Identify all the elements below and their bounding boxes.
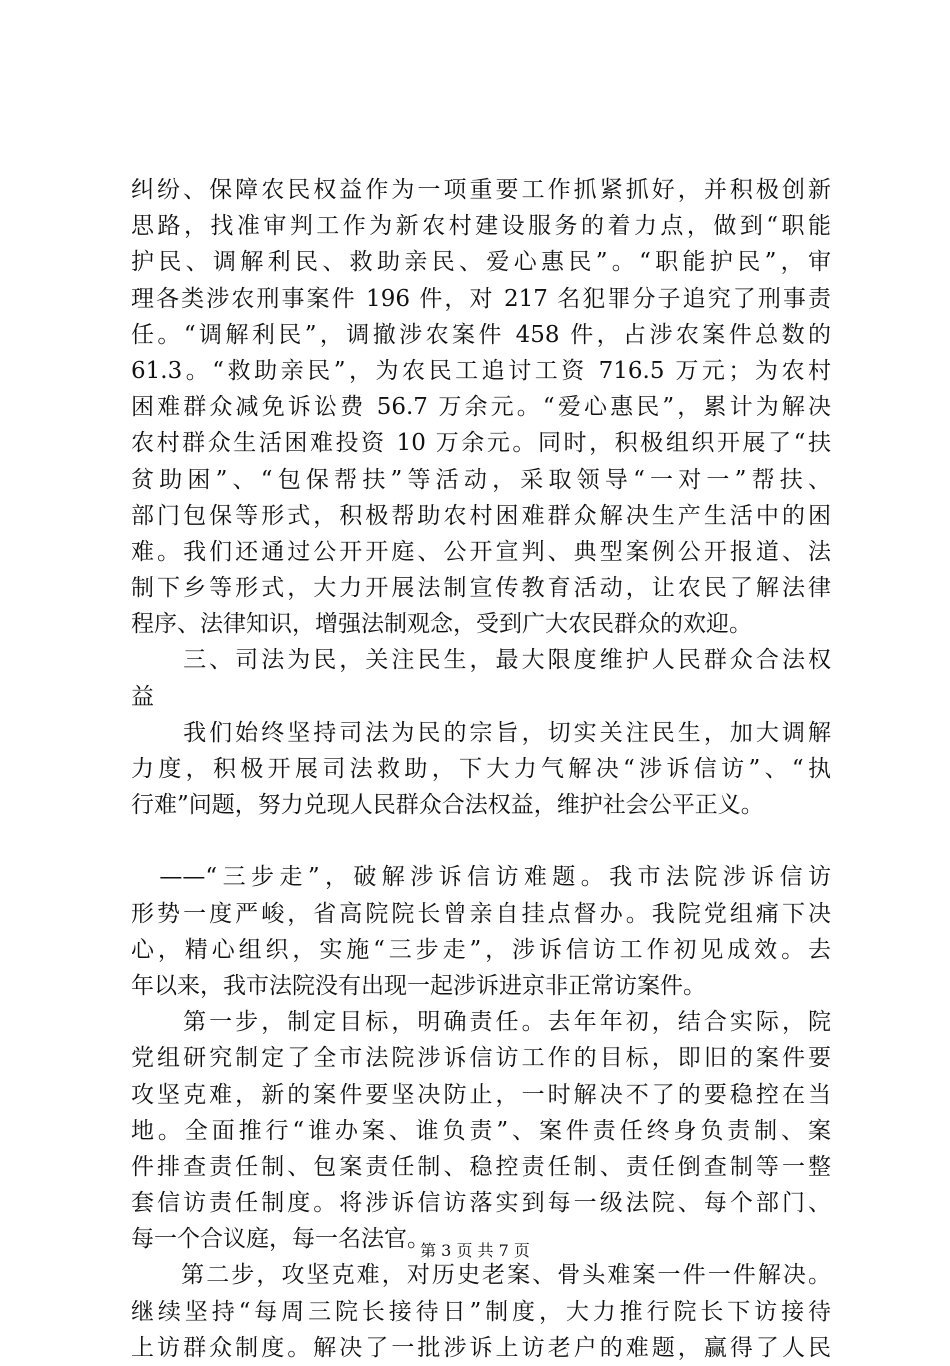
text-line: 年以来，我市法院没有出现一起涉诉进京非正常访案件。 bbox=[131, 972, 706, 999]
text-line: 贫助困”、“包保帮扶”等活动，采取领导“一对一”帮扶、 bbox=[131, 466, 831, 493]
text-line: 形势一度严峻，省高院院长曾亲自挂点督办。我院党组痛下决 bbox=[131, 900, 831, 927]
text-line: ——“三步走”，破解涉诉信访难题。我市法院涉诉信访 bbox=[131, 864, 831, 891]
text-line: 纠纷、保障农民权益作为一项重要工作抓紧抓好，并积极创新 bbox=[131, 177, 831, 203]
text-line: 61.3。“救助亲民”，为农民工追讨工资 716.5 万元；为农村 bbox=[131, 357, 831, 384]
text-line: 套信访责任制度。将涉诉信访落实到每一级法院、每个部门、 bbox=[131, 1190, 831, 1217]
text-line: 制下乡等形式，大力开展法制宣传教育活动，让农民了解法律 bbox=[131, 575, 831, 602]
text-line: 每一个合议庭，每一名法官。 bbox=[131, 1226, 430, 1253]
text-line: 农村群众生活困难投资 10 万余元。同时，积极组织开展了“扶 bbox=[131, 430, 831, 457]
text-line: 难。我们还通过公开开庭、公开宣判、典型案例公开报道、法 bbox=[131, 538, 831, 565]
section-heading-line: 益 bbox=[131, 683, 154, 710]
text-line: 党组研究制定了全市法院涉诉信访工作的目标，即旧的案件要 bbox=[131, 1045, 831, 1072]
text-line: 困难群众减免诉讼费 56.7 万余元。“爱心惠民”，累计为解决 bbox=[131, 394, 831, 421]
text-line: 第二步，攻坚克难，对历史老案、骨头难案一件一件解决。 bbox=[131, 1262, 831, 1289]
text-line: 继续坚持“每周三院长接待日”制度，大力推行院长下访接待 bbox=[131, 1298, 831, 1325]
text-line: 护民、调解利民、救助亲民、爱心惠民”。“职能护民”，审 bbox=[131, 249, 831, 276]
text-line: 心，精心组织，实施“三步走”，涉诉信访工作初见成效。去 bbox=[131, 936, 831, 963]
text-line: 行难”问题，努力兑现人民群众合法权益，维护社会公平正义。 bbox=[131, 792, 764, 819]
text-line: 力度，积极开展司法救助，下大力气解决“涉诉信访”、“执 bbox=[131, 756, 831, 782]
page-number-footer: 第 3 页 共 7 页 bbox=[420, 1241, 530, 1260]
text-line: 地。全面推行“谁办案、谁负责”、案件责任终身负责制、案 bbox=[131, 1117, 831, 1144]
text-line: 件排查责任制、包案责任制、稳控责任制、责任倒查制等一整 bbox=[131, 1153, 831, 1180]
document-body bbox=[131, 172, 831, 1366]
text-line: 任。“调解利民”，调撤涉农案件 458 件，占涉农案件总数的 bbox=[131, 321, 831, 348]
text-line: 第一步，制定目标，明确责任。去年年初，结合实际，院 bbox=[131, 1009, 831, 1036]
text-line: 我们始终坚持司法为民的宗旨，切实关注民生，加大调解 bbox=[131, 719, 831, 746]
text-line: 部门包保等形式，积极帮助农村困难群众解决生产生活中的困 bbox=[131, 502, 831, 529]
text-line: 理各类涉农刑事案件 196 件，对 217 名犯罪分子追究了刑事责 bbox=[131, 285, 831, 312]
text-line: 思路，找准审判工作为新农村建设服务的着力点，做到“职能 bbox=[131, 213, 831, 240]
section-heading-line: 三、司法为民，关注民生，最大限度维护人民群众合法权 bbox=[131, 647, 831, 674]
text-line: 程序、法律知识，增强法制观念，受到广大农民群众的欢迎。 bbox=[131, 611, 752, 638]
text-line: 攻坚克难，新的案件要坚决防止，一时解决不了的要稳控在当 bbox=[131, 1081, 831, 1108]
text-line: 上访群众制度。解决了一批涉诉上访老户的难题，赢得了人民 bbox=[131, 1334, 831, 1361]
